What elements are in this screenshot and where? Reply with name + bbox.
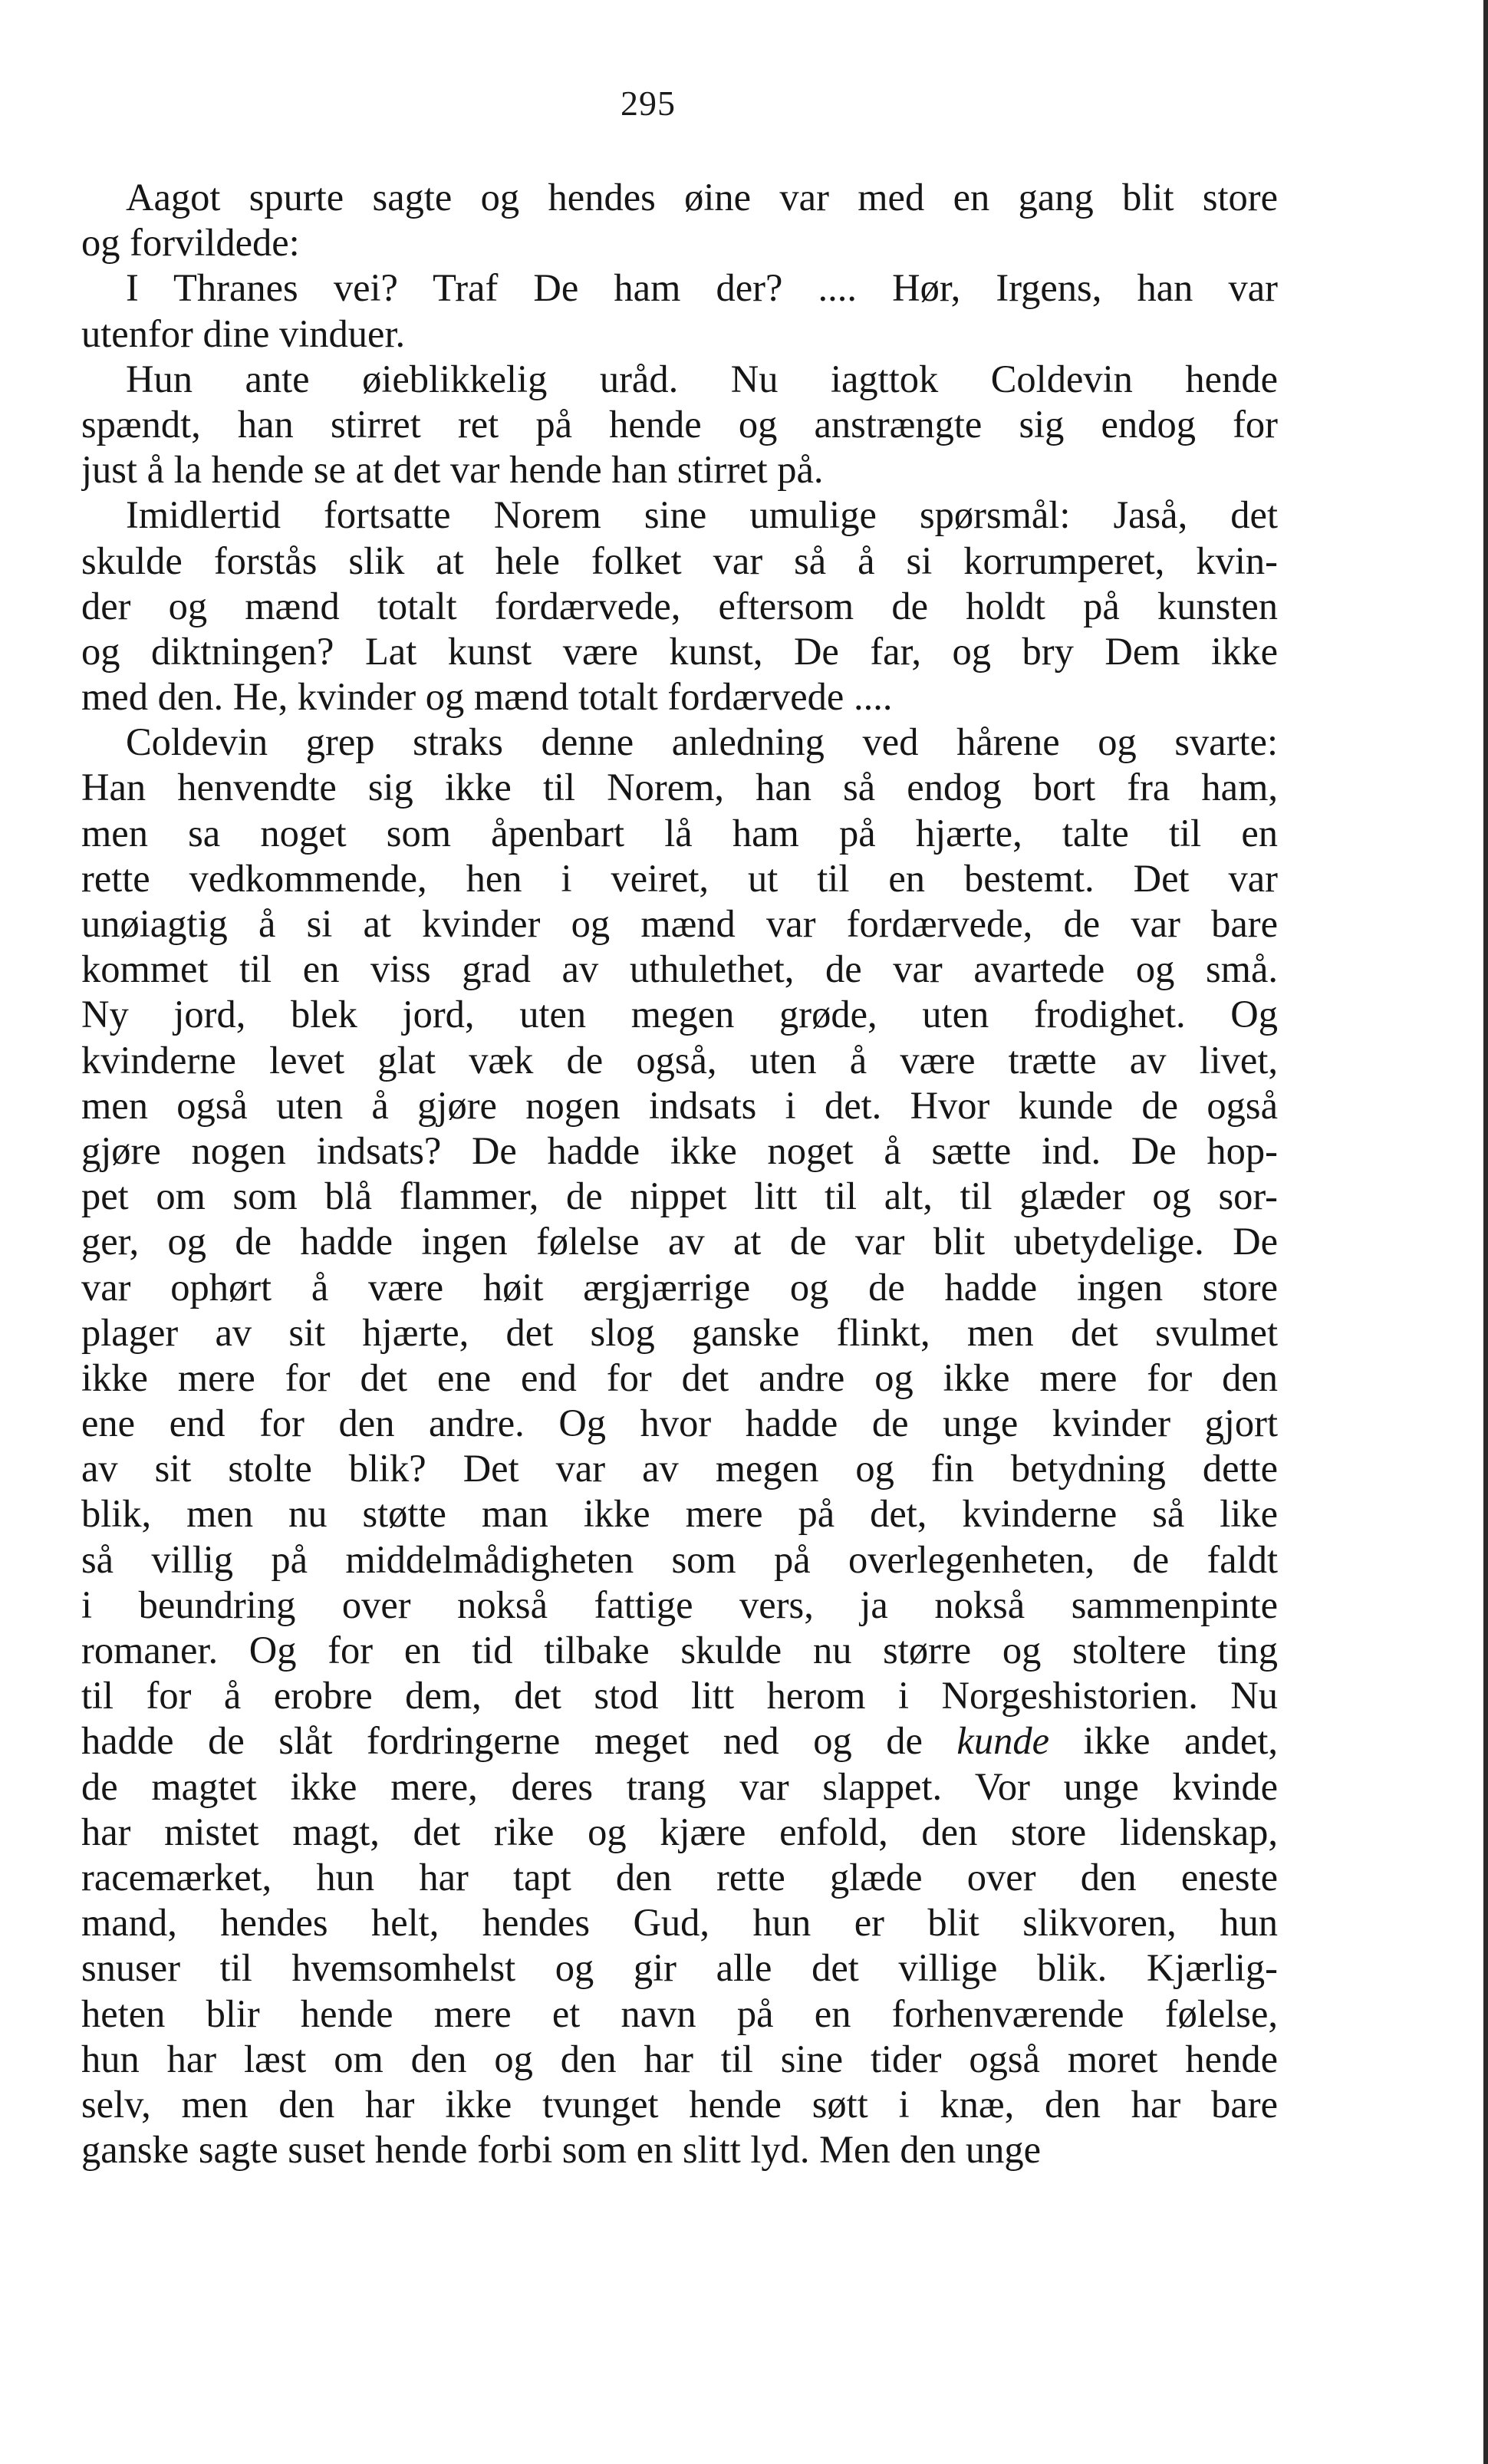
text-line: romaner. Og for en tid tilbake skulde nu større og stoltere ting bbox=[81, 1629, 1278, 1672]
text-line: spændt, han stirret ret på hende og anstrængte sig endog for bbox=[81, 402, 1278, 446]
text-line: men sa noget som åpenbart lå ham på hjærte, talte til en bbox=[81, 811, 1278, 855]
body-text bbox=[81, 175, 1278, 2172]
text-line: rette vedkommende, hen i veiret, ut til en bestemt. Det var bbox=[81, 856, 1278, 900]
text-line: utenfor dine vinduer. bbox=[81, 311, 406, 355]
text-line: så villig på middelmådigheten som på overlegenheten, de faldt bbox=[81, 1537, 1278, 1581]
text-line: av sit stolte blik? Det var av megen og fin betydning dette bbox=[81, 1447, 1278, 1491]
text-line: kommet til en viss grad av uthulethet, de var avartede og små. bbox=[81, 947, 1278, 991]
text-line: gjøre nogen indsats? De hadde ikke noget å sætte ind. De hop- bbox=[81, 1128, 1278, 1172]
text-line: ikke mere for det ene end for det andre og ikke mere for den bbox=[81, 1356, 1278, 1399]
text-line: i beundring over nokså fattige vers, ja nokså sammenpinte bbox=[81, 1583, 1278, 1626]
page-number: 295 bbox=[621, 84, 676, 123]
text-line: plager av sit hjærte, det slog ganske flinkt, men det svulmet bbox=[81, 1310, 1278, 1354]
text-line: og diktningen? Lat kunst være kunst, De far, og bry Dem ikke bbox=[81, 629, 1278, 673]
text-line: der og mænd totalt fordærvede, eftersom de holdt på kunsten bbox=[81, 584, 1278, 628]
text-line: Ny jord, blek jord, uten megen grøde, uten frodighet. Og bbox=[81, 993, 1278, 1036]
text-line: Hun ante øieblikkelig uråd. Nu iagttok Coldevin hende bbox=[126, 357, 1278, 400]
paragraph bbox=[81, 175, 1278, 265]
text-line: hun har læst om den og den har til sine tider også moret hende bbox=[81, 2037, 1278, 2080]
text-line: just å la hende se at det var hende han stirret på. bbox=[81, 448, 824, 492]
text-line: snuser til hvemsomhelst og gir alle det villige blik. Kjærlig- bbox=[81, 1946, 1278, 1990]
text-line: hadde de slåt fordringerne meget ned og de kunde ikke andet, bbox=[81, 1719, 1278, 1763]
text-line: heten blir hende mere et navn på en forhenværende følelse, bbox=[81, 1991, 1278, 2035]
text-line: til for å erobre dem, det stod litt herom i Norgeshistorien. Nu bbox=[81, 1674, 1278, 1718]
text-line: Han henvendte sig ikke til Norem, han så endog bort fra ham, bbox=[81, 766, 1278, 809]
text-line: Coldevin grep straks denne anledning ved hårene og svarte: bbox=[126, 720, 1278, 764]
text-line: kvinderne levet glat væk de også, uten å være trætte av livet, bbox=[81, 1038, 1278, 1082]
text-line: med den. He, kvinder og mænd totalt fordærvede .... bbox=[81, 675, 893, 719]
text-line: skulde forstås slik at hele folket var så å si korrumperet, kvin- bbox=[81, 539, 1278, 582]
text-line: unøiagtig å si at kvinder og mænd var fordærvede, de var bare bbox=[81, 902, 1278, 945]
text-line: har mistet magt, det rike og kjære enfold, den store lidenskap, bbox=[81, 1810, 1278, 1853]
text-line: pet om som blå flammer, de nippet litt til alt, til glæder og sor- bbox=[81, 1174, 1278, 1218]
text-line: de magtet ikke mere, deres trang var slappet. Vor unge kvinde bbox=[81, 1764, 1278, 1808]
text-line: selv, men den har ikke tvunget hende søtt i knæ, den har bare bbox=[81, 2082, 1278, 2126]
text-line: ene end for den andre. Og hvor hadde de unge kvinder gjort bbox=[81, 1402, 1278, 1445]
text-line: ger, og de hadde ingen følelse av at de var blit ubetydelige. De bbox=[81, 1220, 1278, 1263]
text-line: Imidlertid fortsatte Norem sine umulige spørsmål: Jaså, det bbox=[126, 493, 1278, 537]
text-line: blik, men nu støtte man ikke mere på det, kvinderne så like bbox=[81, 1492, 1278, 1536]
text-line: og forvildede: bbox=[81, 221, 300, 265]
paragraph bbox=[81, 492, 1278, 720]
text-line: Aagot spurte sagte og hendes øine var med en gang blit store bbox=[126, 176, 1278, 219]
text-line: var ophørt å være høit ærgjærrige og de hadde ingen store bbox=[81, 1265, 1278, 1309]
text-line: racemærket, hun har tapt den rette glæde over den eneste bbox=[81, 1855, 1278, 1899]
text-line: mand, hendes helt, hendes Gud, hun er blit slikvoren, hun bbox=[81, 1901, 1278, 1945]
paragraph bbox=[81, 265, 1278, 356]
text-line: men også uten å gjøre nogen indsats i det. Hvor kunde de også bbox=[81, 1083, 1278, 1127]
text-line: I Thranes vei? Traf De ham der? .... Hør, Irgens, han var bbox=[126, 266, 1278, 310]
paragraph bbox=[81, 357, 1278, 493]
text-line: ganske sagte suset hende forbi som en slitt lyd. Men den unge bbox=[81, 2128, 1042, 2172]
paragraph bbox=[81, 720, 1278, 2172]
